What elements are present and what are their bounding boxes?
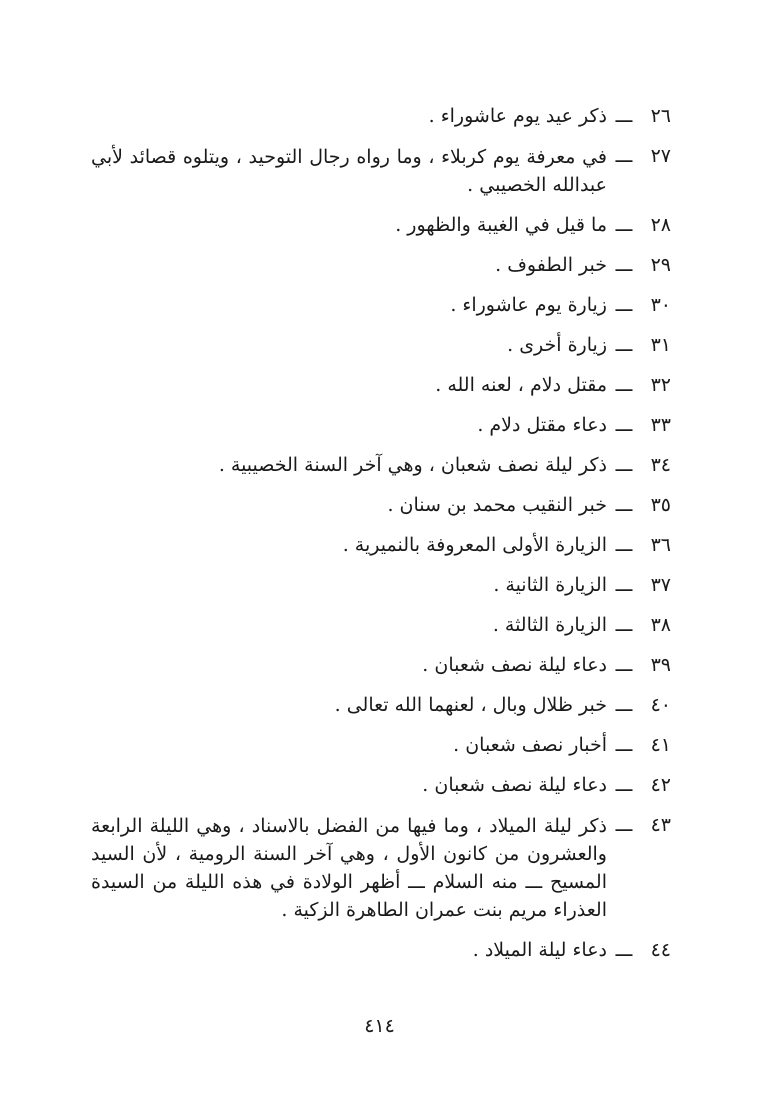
entry-text: زيارة يوم عاشوراء . [450,294,607,316]
entry-dash: ـــ [615,145,633,167]
entry-text: دعاء ليلة الميلاد . [472,939,607,961]
list-item [91,252,671,279]
entry-text: في معرفة يوم كربلاء ، وما رواه رجال التوحيد ، ويتلوه قصائد لأبي عبدالله الخصيبي . [91,146,607,196]
list-item [91,452,671,479]
entry-number: ٣٨ [650,614,671,636]
list-item [91,937,671,964]
list-item [91,612,671,639]
entry-text: ما قيل في الغيبة والظهور . [395,214,607,236]
entry-text: زيارة أخرى . [507,334,607,356]
contents-list [91,103,671,977]
list-item [91,812,671,924]
list-item [91,412,671,439]
entry-dash: ـــ [615,414,633,436]
entry-text: أخبار نصف شعبان . [453,734,607,756]
entry-dash: ـــ [615,774,633,796]
entry-number: ٤٢ [650,774,671,796]
list-item [91,292,671,319]
entry-dash: ـــ [615,694,633,716]
entry-text: دعاء ليلة نصف شعبان . [422,774,607,796]
entry-dash: ـــ [615,105,633,127]
entry-text: دعاء ليلة نصف شعبان . [422,654,607,676]
page-number: ٤١٤ [364,1015,395,1037]
entry-number: ٢٧ [650,145,671,167]
entry-number: ٤٣ [650,814,671,836]
entry-number: ٣٠ [650,294,671,316]
entry-dash: ـــ [615,214,633,236]
entry-number: ٢٩ [650,254,671,276]
list-item [91,532,671,559]
entry-text: الزيارة الأولى المعروفة بالنميرية . [342,534,607,556]
entry-dash: ـــ [615,374,633,396]
entry-dash: ـــ [615,614,633,636]
entry-number: ٤٤ [650,939,671,961]
entry-number: ٣٧ [650,574,671,596]
entry-dash: ـــ [615,734,633,756]
entry-number: ٣٢ [650,374,671,396]
list-item [91,692,671,719]
list-item [91,372,671,399]
entry-number: ٢٦ [650,105,671,127]
entry-dash: ـــ [615,294,633,316]
list-item [91,772,671,799]
entry-number: ٣٩ [650,654,671,676]
entry-dash: ـــ [615,494,633,516]
entry-number: ٣٣ [650,414,671,436]
list-item [91,652,671,679]
entry-text: خبر النقيب محمد بن سنان . [387,494,607,516]
entry-number: ٢٨ [650,214,671,236]
entry-dash: ـــ [615,574,633,596]
entry-number: ٤٠ [650,694,671,716]
entry-number: ٣٥ [650,494,671,516]
entry-text: ذكر ليلة نصف شعبان ، وهي آخر السنة الخصيبية . [218,454,607,476]
entry-dash: ـــ [615,534,633,556]
entry-number: ٣١ [650,334,671,356]
entry-dash: ـــ [615,814,633,836]
entry-text: خبر الطفوف . [495,254,607,276]
entry-text: الزيارة الثانية . [493,574,607,596]
entry-text: ذكر ليلة الميلاد ، وما فيها من الفضل بالاسناد ، وهي الليلة الرابعة والعشرون من كانون الأول ، وهي آخر السنة الرومية ، لأن السيد المسيح ـــ منه السلام ـــ أظهر الولادة في هذه الليلة من السيدة العذراء مريم بنت عمران الطاهرة الزكية . [91,815,607,921]
entry-dash: ـــ [615,654,633,676]
entry-number: ٤١ [650,734,671,756]
entry-number: ٣٦ [650,534,671,556]
list-item [91,732,671,759]
list-item [91,572,671,599]
list-item [91,143,671,199]
list-item [91,103,671,130]
entry-number: ٣٤ [650,454,671,476]
entry-dash: ـــ [615,334,633,356]
list-item [91,212,671,239]
entry-text: مقتل دلام ، لعنه الله . [435,374,607,396]
list-item [91,332,671,359]
entry-text: ذكر عيد يوم عاشوراء . [428,105,607,127]
entry-dash: ـــ [615,939,633,961]
entry-text: خبر ظلال وبال ، لعنهما الله تعالى . [334,694,607,716]
entry-dash: ـــ [615,254,633,276]
list-item [91,492,671,519]
entry-text: دعاء مقتل دلام . [477,414,607,436]
entry-dash: ـــ [615,454,633,476]
entry-text: الزيارة الثالثة . [492,614,607,636]
